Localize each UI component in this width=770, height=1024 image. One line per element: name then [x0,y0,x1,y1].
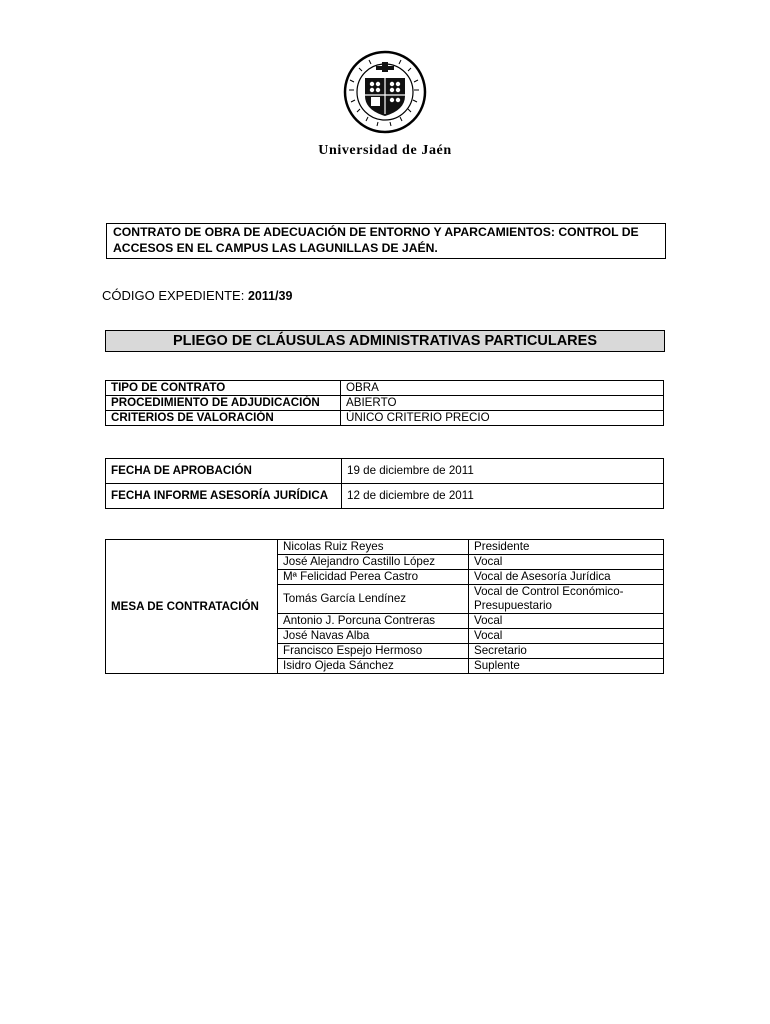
row-value: ABIERTO [341,396,664,411]
member-role: Vocal [469,629,664,644]
table-row [106,459,664,484]
member-name: Antonio J. Porcuna Contreras [278,614,469,629]
member-name: Mª Felicidad Perea Castro [278,570,469,585]
row-value: 12 de diciembre de 2011 [342,484,664,509]
row-label: TIPO DE CONTRATO [106,381,341,396]
dates-table [105,458,664,509]
table-row [106,396,664,411]
member-role: Presidente [469,540,664,555]
member-role: Suplente [469,659,664,674]
mesa-contratacion-table [105,539,664,674]
row-label: PROCEDIMIENTO DE ADJUDICACIÓN [106,396,341,411]
table-row [106,484,664,509]
row-label: FECHA DE APROBACIÓN [106,459,342,484]
contract-title: CONTRATO DE OBRA DE ADECUACIÓN DE ENTORNO Y APARCAMIENTOS: CONTROL DE ACCESOS EN EL CAMPUS LAS LAGUNILLAS DE JAÉN. [106,223,666,259]
member-name: Francisco Espejo Hermoso [278,644,469,659]
member-role: Secretario [469,644,664,659]
member-role: Vocal de Asesoría Jurídica [469,570,664,585]
row-label: CRITERIOS DE VALORACIÓN [106,411,341,426]
row-label: FECHA INFORME ASESORÍA JURÍDICA [106,484,342,509]
member-name: Isidro Ojeda Sánchez [278,659,469,674]
institution-name: Universidad de Jaén [318,143,452,158]
expediente-code [102,288,292,303]
member-name: Nicolas Ruiz Reyes [278,540,469,555]
row-value: 19 de diciembre de 2011 [342,459,664,484]
contract-info-table [105,380,664,426]
member-name: José Navas Alba [278,629,469,644]
table-row [106,381,664,396]
expediente-value: 2011/39 [247,289,293,303]
member-role: Vocal de Control Económico-Presupuestario [469,585,664,614]
member-name: Tomás García Lendínez [278,585,469,614]
row-value: OBRA [341,381,664,396]
document-heading: PLIEGO DE CLÁUSULAS ADMINISTRATIVAS PARTICULARES [105,330,665,352]
expediente-label: CÓDIGO EXPEDIENTE: [102,288,245,303]
mesa-label: MESA DE CONTRATACIÓN [106,540,278,674]
member-role: Vocal [469,555,664,570]
member-role: Vocal [469,614,664,629]
table-row [106,411,664,426]
member-name: José Alejandro Castillo López [278,555,469,570]
row-value: ÚNICO CRITERIO PRECIO [341,411,664,426]
university-seal-logo [343,50,427,134]
table-row [106,540,664,555]
